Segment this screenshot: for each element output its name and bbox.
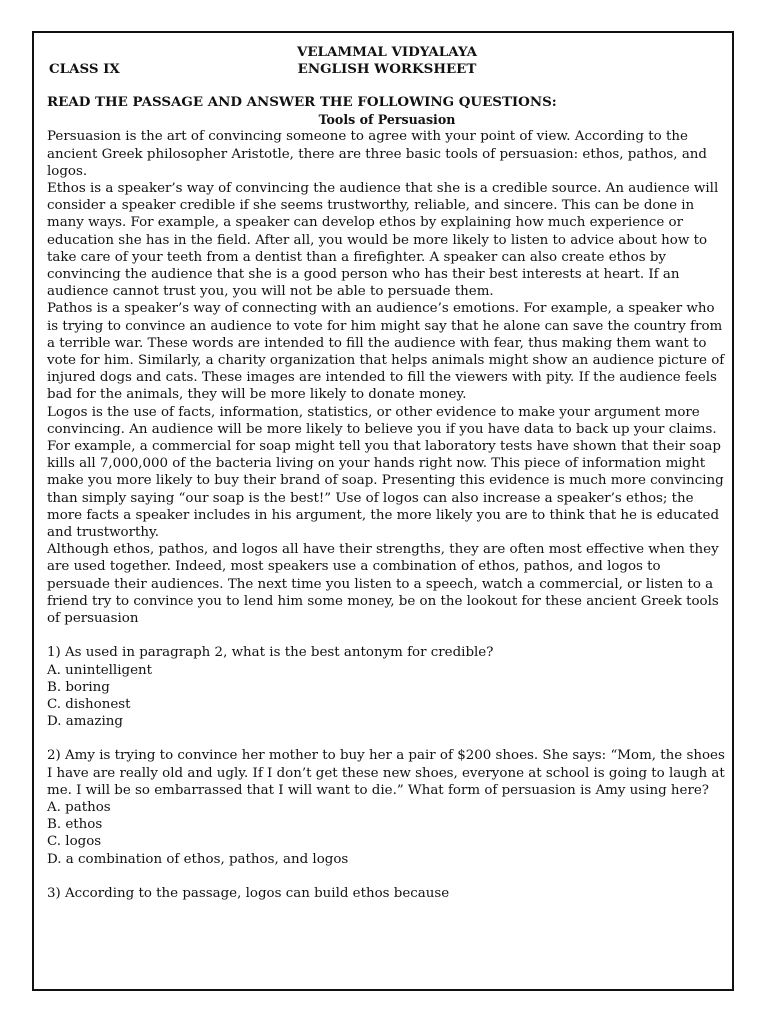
answer-option: D. a combination of ethos, pathos, and logos (47, 851, 349, 867)
answer-option: C. dishonest (47, 696, 131, 712)
passage-body (47, 128, 727, 627)
question-3 (47, 885, 727, 902)
worksheet-title: ENGLISH WORKSHEET (297, 61, 477, 77)
passage-paragraph: Ethos is a speaker’s way of convincing the audience that she is a credible source. An audience will consider a speaker credible if she seems trustworthy, reliable, and sincere. This can be done in many ways. For example, a speaker can develop ethos by explaining how much experience or education she has in the field. After all, you would be more likely to listen to advice about how to take care of your teeth from a dentist than a firefighter. A speaker can also create ethos by convincing the audience that she is a good person who has their best interests at heart. If an audience cannot trust you, you will not be able to persuade them. (47, 181, 719, 300)
answer-option: A. pathos (47, 799, 111, 815)
worksheet-header (47, 44, 727, 78)
worksheet-border (32, 31, 734, 991)
answer-option: C. logos (47, 834, 102, 850)
school-name: VELAMMAL VIDYALAYA (296, 44, 478, 60)
answer-option: B. ethos (47, 817, 103, 833)
answer-option: A. unintelligent (47, 662, 152, 678)
passage-paragraph: Pathos is a speaker’s way of connecting with an audience’s emotions. For example, a speaker who is trying to convince an audience to vote for him might say that he alone can save the country from a terrible war. These words are intended to fill the audience with fear, thus making them want to vote for him. Similarly, a charity organization that helps animals might show an audience picture of injured dogs and cats. These images are intended to fill the viewers with pity. If the audience feels bad for the animals, they will be more likely to donate money. (47, 301, 725, 403)
answer-option: B. boring (47, 679, 110, 695)
question-2 (47, 747, 727, 867)
worksheet-page (47, 44, 727, 902)
passage-title: Tools of Persuasion (318, 112, 456, 128)
question-text: 1) As used in paragraph 2, what is the best antonym for credible? (47, 645, 494, 661)
answer-option: D. amazing (47, 714, 123, 730)
question-text: 3) According to the passage, logos can build ethos because (47, 885, 450, 901)
class-label: CLASS IX (49, 61, 120, 77)
passage-paragraph: Persuasion is the art of convincing someone to agree with your point of view. According to the ancient Greek philosopher Aristotle, there are three basic tools of persuasion: ethos, pathos, and logos. (47, 129, 707, 179)
question-text: 2) Amy is trying to convince her mother to buy her a pair of $200 shoes. She says: “Mom, the shoes I have are really old and ugly. If I don’t get these new shoes, everyone at school is going to laugh at me. I will be so embarrassed that I will want to die.” What form of persuasion is Amy using here? (47, 748, 725, 798)
question-1 (47, 644, 727, 730)
instruction: READ THE PASSAGE AND ANSWER THE FOLLOWING QUESTIONS: (47, 94, 557, 110)
passage-paragraph: Although ethos, pathos, and logos all have their strengths, they are often most effective when they are used together. Indeed, most speakers use a combination of ethos, pathos, and logos to persuade their audiences. The next time you listen to a speech, watch a commercial, or listen to a friend try to convince you to lend him some money, be on the lookout for these ancient Greek tools of persuasion (47, 542, 719, 627)
passage-paragraph: Logos is the use of facts, information, statistics, or other evidence to make your argument more convincing. An audience will be more likely to believe you if you have data to back up your claims. For example, a commercial for soap might tell you that laboratory tests have shown that their soap kills all 7,000,000 of the bacteria living on your hands right now. This piece of information might make you more likely to buy their brand of soap. Presenting this evidence is much more convincing than simply saying “our soap is the best!” Use of logos can also increase a speaker’s ethos; the more facts a speaker includes in his argument, the more likely you are to think that he is educated and trustworthy. (47, 404, 724, 541)
